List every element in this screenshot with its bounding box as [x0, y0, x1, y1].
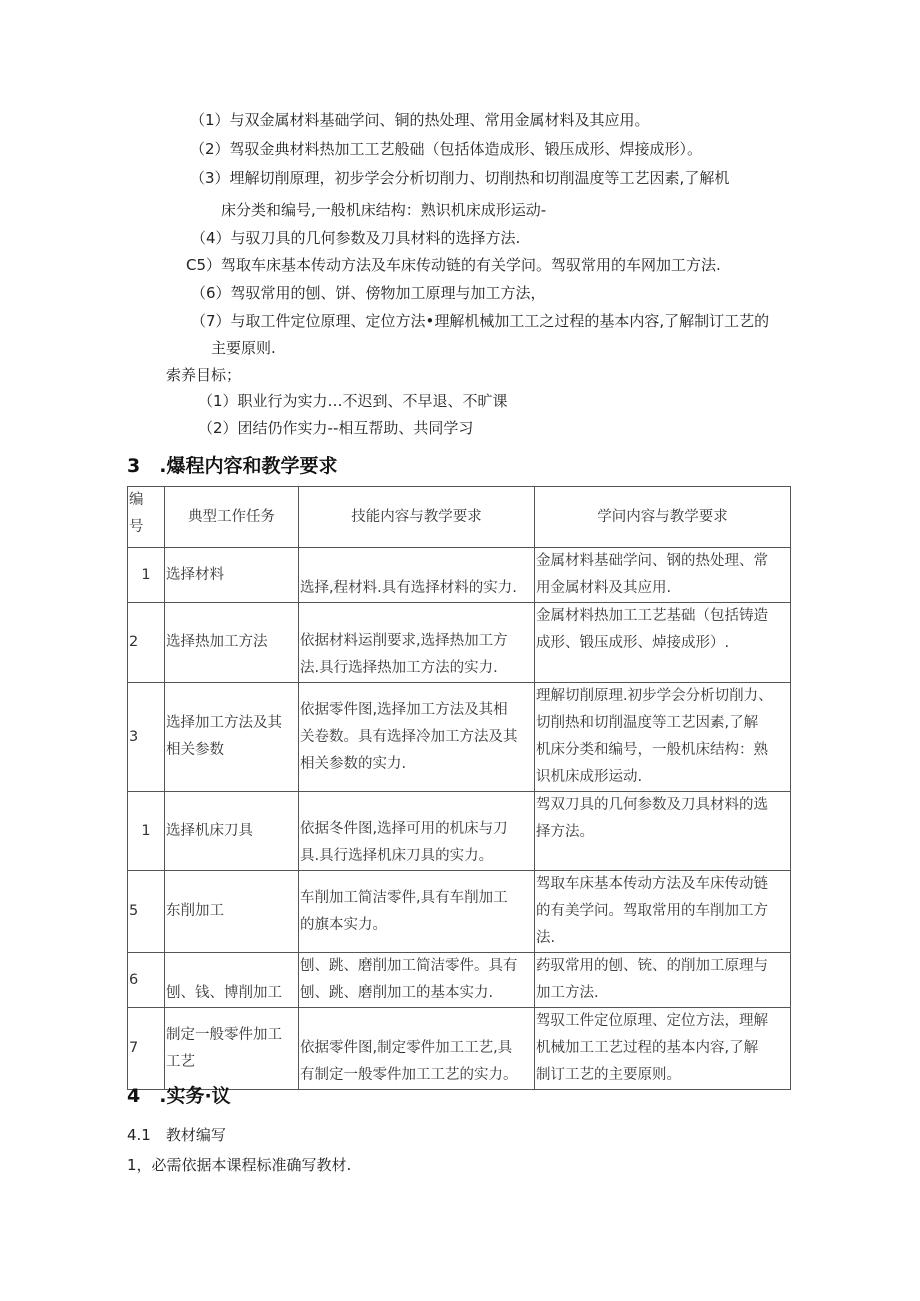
- knowledge-cell-line: 机械加工工艺过程的基本内容,了解: [536, 1040, 759, 1056]
- knowledge-cell-line: 机床分类和编号，一般机床结构：熟: [536, 742, 768, 758]
- header-number-line: 编: [129, 492, 144, 508]
- task-cell: [165, 792, 299, 871]
- skill-cell: [299, 1008, 535, 1090]
- knowledge-cell-line: 金属材料热加工工艺基础（包括铸造: [536, 608, 768, 624]
- knowledge-cell-line: 加工方法.: [536, 985, 599, 1001]
- knowledge-cell-line: 药驭常用的刨、铳、的削加工原理与: [536, 958, 768, 974]
- header-number: [128, 487, 165, 548]
- objective-2: （2）驾驭金典材料热加工工艺般础（包括体造成形、锻压成形、焊接成形）。: [190, 140, 703, 158]
- course-content-table: [127, 486, 791, 1090]
- knowledge-cell-line: 驾双刀具的几何参数及刀具材料的选: [536, 797, 768, 813]
- row-number: 3: [128, 683, 165, 792]
- task-cell: [165, 953, 299, 1008]
- knowledge-cell-line: 驾取车床基本传动方法及车床传动链: [536, 876, 768, 892]
- knowledge-cell: [535, 953, 791, 1008]
- task-cell-line: 刨、钱、博削加工: [166, 985, 282, 1001]
- skill-cell-line: 的旗本实力。: [300, 916, 387, 933]
- quality-goal-2: （2）团结仍作实力--相互帮助、共同学习: [198, 419, 474, 437]
- skill-cell: [299, 953, 535, 1008]
- skill-cell: [299, 548, 535, 603]
- objective-3: （3）埋解切削原理，初步学会分析切削力、切削热和切削温度等工艺因素,了解机: [190, 169, 730, 187]
- objective-7: （7）与取工件定位原理、定位方法•理解机械加工工之过程的基本内容,了解制订工艺的: [191, 312, 770, 330]
- header-skill: [299, 487, 535, 548]
- header-knowledge-line: 学问内容与教学要求: [597, 508, 728, 525]
- header-task: [165, 487, 299, 548]
- skill-cell: [299, 683, 535, 792]
- task-cell-line: 选择热加工方法: [166, 634, 268, 650]
- header-task-line: 典型工作任务: [188, 508, 275, 525]
- table-row: [128, 1008, 791, 1090]
- knowledge-cell: [535, 548, 791, 603]
- skill-cell-line: 刨、跳、磨削加工的基本实力.: [300, 985, 494, 1001]
- table-row: [128, 548, 791, 603]
- skill-cell-line: 法.具行选择热加工方法的实力.: [300, 660, 498, 676]
- table-row: [128, 683, 791, 792]
- task-cell-line: 选择机床刀具: [166, 822, 253, 839]
- objective-1: （1）与双金属材料基础学问、铜的热处理、常用金属材料及其应用。: [190, 111, 650, 129]
- knowledge-cell-line: 识机床成形运动.: [536, 769, 643, 785]
- knowledge-cell-line: 成形、锻压成形、焯接成形）.: [536, 635, 730, 651]
- knowledge-cell-line: 金属材料基础学问、钢的热处理、常: [536, 553, 768, 569]
- skill-cell-line: 选择,程材料.具有选择材料的实力.: [300, 580, 517, 596]
- objective-5: C5）驾取车床基本传动方法及车床传动链的有关学问。驾驭常用的车网加工方法.: [186, 256, 721, 274]
- skill-cell-line: 车削加工简洁零件,具有车削加工: [300, 889, 508, 906]
- knowledge-cell-line: 的有美学问。驾取常用的车削加工方: [536, 903, 768, 919]
- task-cell: [165, 548, 299, 603]
- row-number: 5: [128, 871, 165, 953]
- knowledge-cell-line: 切削热和切削温度等工艺因素,了解: [536, 715, 759, 731]
- section-4-heading: 4 .实务·议: [127, 1085, 231, 1107]
- skill-cell-line: 依据材料运削要求,选择热加工方: [300, 633, 508, 649]
- row-number: 1: [128, 548, 165, 603]
- knowledge-cell: [535, 792, 791, 871]
- knowledge-cell: [535, 871, 791, 953]
- task-cell: [165, 871, 299, 953]
- section-4-1-item-1: 1，必需依据本课程标准确写教材.: [127, 1156, 352, 1174]
- section-3-heading: 3 .爆程内容和教学要求: [127, 455, 338, 477]
- task-cell-line: 选择材料: [166, 566, 224, 583]
- skill-cell: [299, 871, 535, 953]
- table-row: [128, 792, 791, 871]
- skill-cell-line: 依据零件图,选择加工方法及其相: [300, 701, 508, 718]
- knowledge-cell: [535, 1008, 791, 1090]
- task-cell-line: 制定一般零件加工: [166, 1026, 282, 1043]
- knowledge-cell-line: 用金属材料及其应用.: [536, 580, 672, 596]
- header-knowledge: [535, 487, 791, 548]
- knowledge-cell-line: 择方法。: [536, 824, 594, 840]
- skill-cell-line: 有制定一般零件加工工艺的实力。: [300, 1067, 518, 1083]
- skill-cell-line: 刨、跳、磨削加工简洁零件。具有: [300, 958, 518, 974]
- row-number: 1: [128, 792, 165, 871]
- knowledge-cell-line: 法.: [536, 930, 556, 946]
- table-row: [128, 871, 791, 953]
- objective-7-cont: 主要原则.: [211, 339, 276, 357]
- task-cell-line: 选择加工方法及其: [166, 715, 282, 731]
- knowledge-cell-line: 制订工艺的主要原则。: [536, 1067, 681, 1083]
- task-cell-line: 相关参数: [166, 742, 224, 758]
- table-row: [128, 603, 791, 683]
- header-skill-line: 技能内容与教学要求: [351, 508, 482, 525]
- skill-cell-line: 依据冬件图,选择可用的机床与刀: [300, 821, 508, 837]
- skill-cell: [299, 792, 535, 871]
- section-4-1-heading: 4.1 教材编写: [127, 1126, 226, 1144]
- table-header-row: [128, 487, 791, 548]
- row-number: 2: [128, 603, 165, 683]
- skill-cell: [299, 603, 535, 683]
- task-cell: [165, 683, 299, 792]
- row-number: 7: [128, 1008, 165, 1090]
- skill-cell-line: 依据零件图,制定零件加工工艺,具: [300, 1040, 513, 1056]
- task-cell-line: 东削加工: [166, 903, 224, 919]
- objective-3-cont: 床分类和编号,一般机床结构：熟识机床成形运动-: [221, 201, 547, 219]
- task-cell: [165, 1008, 299, 1090]
- quality-goals-title: 索养目标；: [166, 366, 242, 384]
- knowledge-cell-line: 理解切削原理.初步学会分析切削力、: [536, 688, 773, 704]
- knowledge-cell: [535, 603, 791, 683]
- task-cell: [165, 603, 299, 683]
- knowledge-cell: [535, 683, 791, 792]
- knowledge-cell-line: 驾驭工件定位原理、定位方法，理解: [536, 1013, 768, 1029]
- task-cell-line: 工艺: [166, 1053, 195, 1070]
- skill-cell-line: 关卷数。具有选择冷加工方法及其: [300, 728, 518, 745]
- skill-cell-line: 具.具行选择机床刀具的实力。: [300, 848, 494, 864]
- quality-goal-1: （1）职业行为实力…不迟到、不早退、不旷课: [198, 392, 508, 410]
- objective-6: （6）驾驭常用的刨、饼、傍物加工原理与加工方法，: [191, 284, 546, 302]
- table-row: [128, 953, 791, 1008]
- objective-4: （4）与驭刀具的几何参数及刀具材料的选择方法.: [191, 229, 521, 247]
- skill-cell-line: 相关参数的实力.: [300, 755, 407, 772]
- row-number: 6: [128, 953, 165, 1008]
- header-number-line: 号: [129, 519, 144, 535]
